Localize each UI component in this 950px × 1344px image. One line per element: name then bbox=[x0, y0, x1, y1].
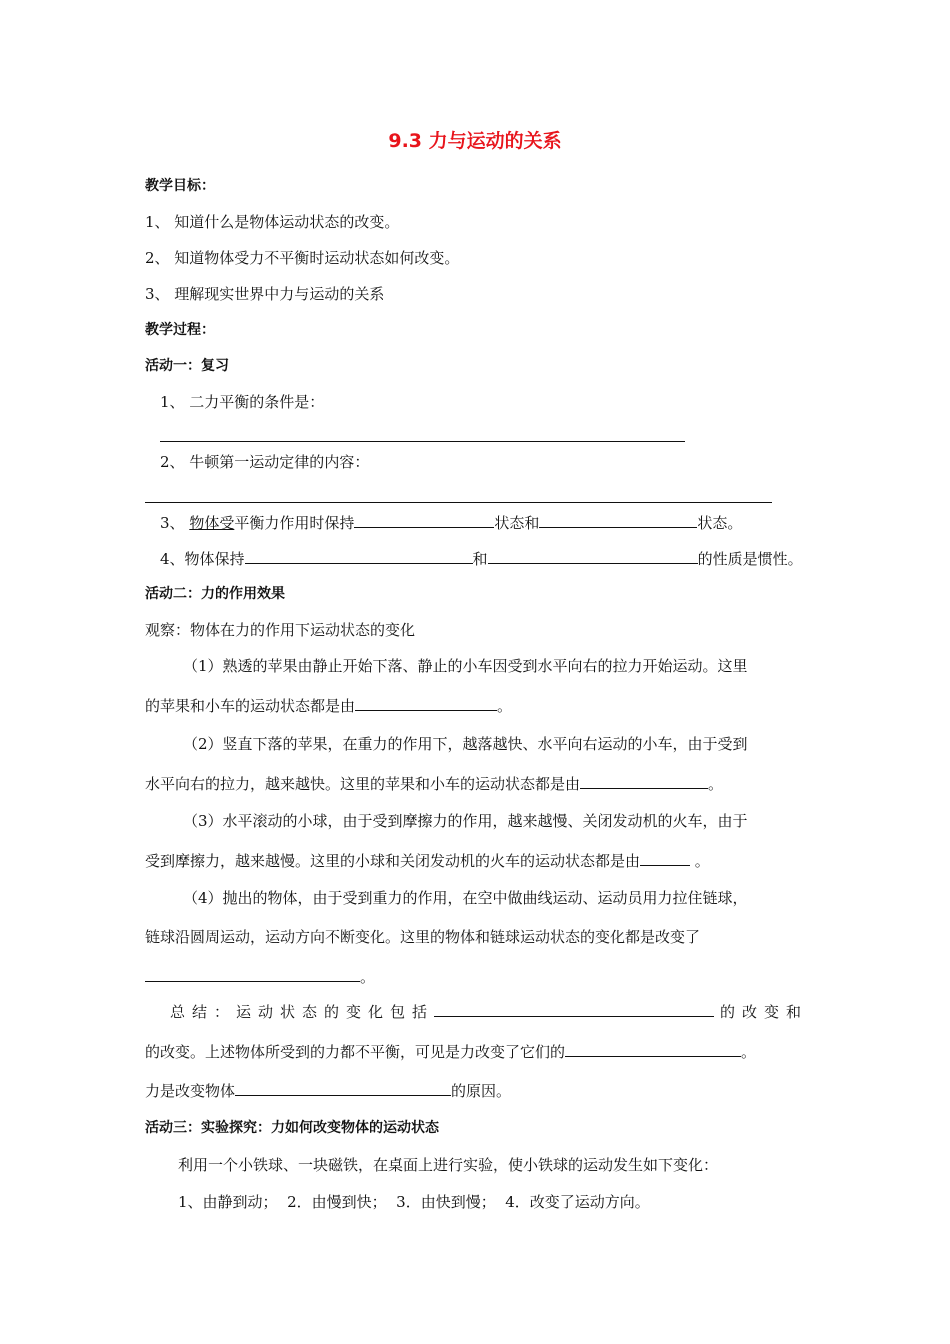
answer-blank bbox=[245, 548, 473, 564]
paragraph-line: （4）抛出的物体，由于受到重力的作用，在空中做曲线运动、运动员用力拉住链球， bbox=[183, 889, 748, 907]
answer-blank bbox=[145, 966, 360, 982]
q3-number: 3、 bbox=[160, 514, 190, 532]
paragraph-line: （2）竖直下落的苹果，在重力的作用下，越落越快、水平向右运动的小车，由于受到 bbox=[183, 735, 748, 753]
summary-line bbox=[170, 1001, 808, 1022]
observe-text: 观察：物体在力的作用下运动状态的变化 bbox=[145, 621, 416, 639]
answer-blank bbox=[160, 441, 685, 442]
q4-text-a: 4、物体保持 bbox=[160, 550, 245, 568]
answer-blank bbox=[539, 512, 697, 528]
process-heading: 教学过程： bbox=[145, 322, 215, 338]
q3-text-c: 状态。 bbox=[697, 514, 743, 532]
q3-text-b: 状态和 bbox=[494, 514, 540, 532]
answer-blank bbox=[235, 1080, 451, 1096]
paragraph-line bbox=[145, 695, 512, 716]
p2-end: 。 bbox=[708, 775, 724, 793]
paragraph-line: 链球沿圆周运动，运动方向不断变化。这里的物体和链球运动状态的变化都是改变了 bbox=[145, 928, 701, 946]
q4-text-c: 的性质是惯性。 bbox=[697, 550, 803, 568]
summary-text-b: 的改变和 bbox=[720, 1003, 809, 1021]
paragraph-line: （3）水平滚动的小球，由于受到摩擦力的作用，越来越慢、关闭发动机的火车，由于 bbox=[183, 812, 748, 830]
q4-text-b: 和 bbox=[472, 550, 488, 568]
summary-line bbox=[145, 1080, 511, 1101]
summary-text-e: 力是改变物体 bbox=[145, 1082, 236, 1100]
p1-text: 的苹果和小车的运动状态都是由 bbox=[145, 697, 356, 715]
review-question-3 bbox=[160, 512, 742, 533]
summary-text-f: 的原因。 bbox=[451, 1082, 512, 1100]
paragraph-line bbox=[145, 773, 723, 794]
activity2-heading: 活动二：力的作用效果 bbox=[145, 586, 285, 602]
p3-text: 受到摩擦力，越来越慢。这里的小球和关闭发动机的火车的运动状态都是由 bbox=[145, 852, 641, 870]
answer-blank bbox=[145, 502, 772, 503]
q3-underlined: 物体受 bbox=[189, 514, 235, 532]
goal-item: 3、 理解现实世界中力与运动的关系 bbox=[145, 285, 385, 303]
goals-heading: 教学目标： bbox=[145, 178, 215, 194]
p3-end: 。 bbox=[690, 852, 710, 870]
review-question-1: 1、 二力平衡的条件是： bbox=[160, 393, 325, 411]
goal-item: 1、 知道什么是物体运动状态的改变。 bbox=[145, 213, 400, 231]
p4-end: 。 bbox=[360, 968, 376, 986]
q3-text-a: 平衡力作用时保持 bbox=[234, 514, 355, 532]
experiment-items: 1、由静到动； 2．由慢到快； 3．由快到慢； 4．改变了运动方向。 bbox=[178, 1193, 650, 1211]
answer-blank bbox=[640, 850, 690, 866]
summary-text-d: 。 bbox=[741, 1043, 757, 1061]
summary-text-c: 的改变。上述物体所受到的力都不平衡，可见是力改变了它们的 bbox=[145, 1043, 566, 1061]
p1-end: 。 bbox=[497, 697, 513, 715]
activity3-heading: 活动三：实验探究：力如何改变物体的运动状态 bbox=[145, 1120, 439, 1136]
summary-text-a: 总结：运动状态的变化包括 bbox=[170, 1003, 435, 1021]
paragraph-line bbox=[145, 850, 710, 871]
answer-blank bbox=[354, 512, 494, 528]
activity1-heading: 活动一：复习 bbox=[145, 358, 229, 374]
answer-blank bbox=[580, 773, 708, 789]
goal-item: 2、 知道物体受力不平衡时运动状态如何改变。 bbox=[145, 249, 460, 267]
page-title: 9.3 力与运动的关系 bbox=[388, 130, 562, 152]
summary-line bbox=[145, 1041, 756, 1062]
experiment-intro: 利用一个小铁球、一块磁铁，在桌面上进行实验，使小铁球的运动发生如下变化： bbox=[178, 1156, 719, 1174]
answer-blank bbox=[488, 548, 698, 564]
answer-blank bbox=[434, 1001, 714, 1017]
review-question-4 bbox=[160, 548, 803, 569]
paragraph-line: （1）熟透的苹果由静止开始下落、静止的小车因受到水平向右的拉力开始运动。这里 bbox=[183, 657, 748, 675]
review-question-2: 2、 牛顿第一运动定律的内容： bbox=[160, 453, 370, 471]
answer-blank bbox=[355, 695, 497, 711]
p2-text: 水平向右的拉力，越来越快。这里的苹果和小车的运动状态都是由 bbox=[145, 775, 581, 793]
answer-blank bbox=[565, 1041, 741, 1057]
paragraph-line bbox=[145, 966, 375, 987]
